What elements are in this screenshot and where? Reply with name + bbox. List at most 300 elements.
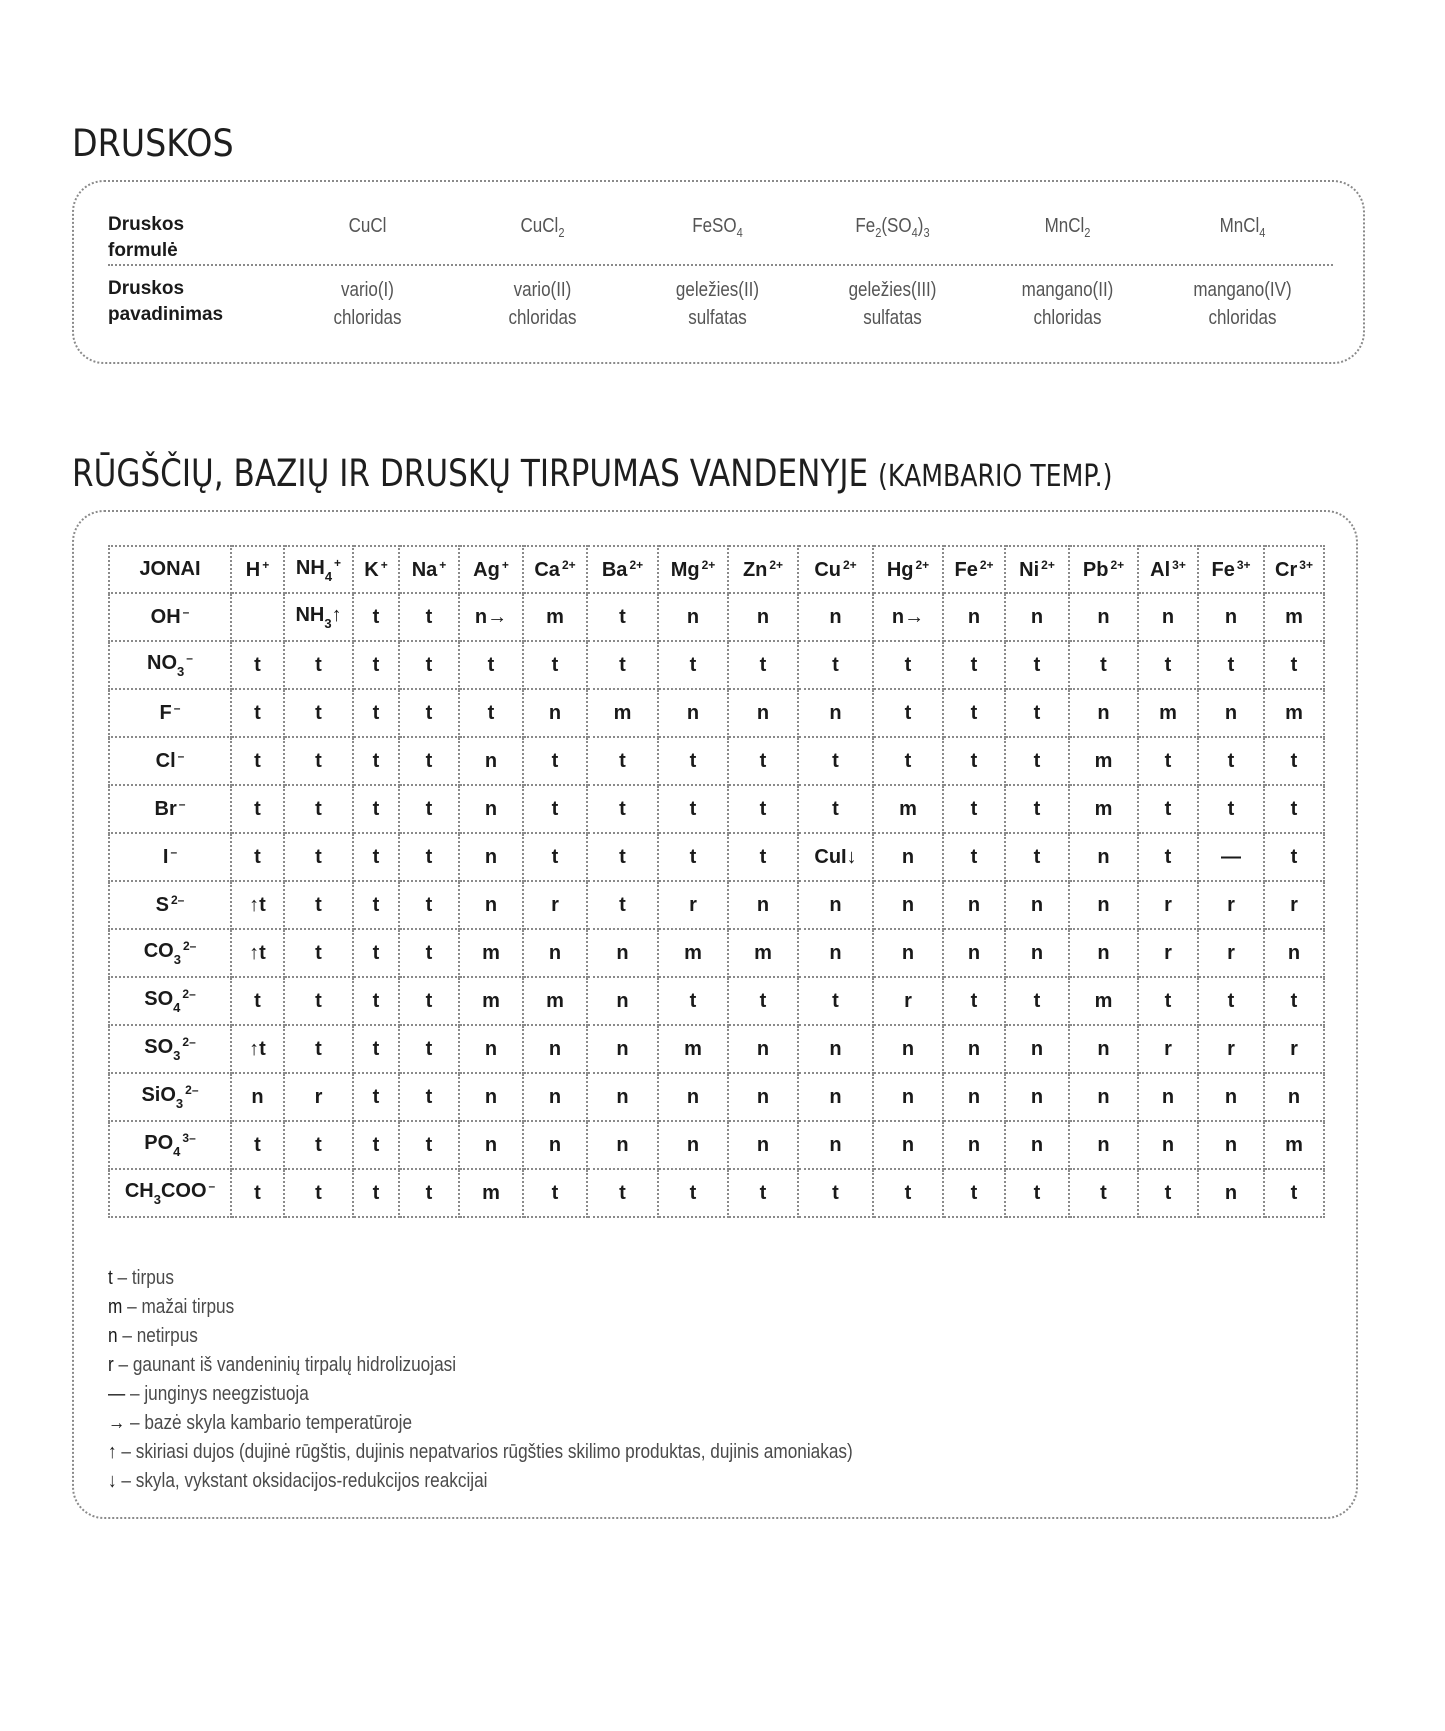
subscript: 4 <box>911 225 918 240</box>
charge: + <box>439 557 447 572</box>
solubility-cell: t <box>943 977 1005 1025</box>
solubility-cell: t <box>798 785 873 833</box>
salt-name-line: vario(II) <box>513 279 572 301</box>
legend-symbol: → <box>108 1412 126 1434</box>
charge: 2+ <box>842 557 857 572</box>
solubility-cell: n <box>943 1025 1005 1073</box>
solubility-cell: t <box>459 689 523 737</box>
legend-text: – mažai tirpus <box>122 1296 235 1318</box>
solubility-section-title <box>72 452 1112 495</box>
solubility-cell: t <box>231 1169 284 1217</box>
label-line: Druskos <box>108 278 185 299</box>
anion-label: SiO$_3^{2-}$ <box>109 1073 231 1121</box>
solubility-cell: t <box>1005 641 1069 689</box>
anion-label: $CH_3COO$ – <box>109 1169 231 1217</box>
legend-item <box>108 1264 853 1293</box>
solubility-cell: t <box>284 641 353 689</box>
salts-name-row <box>108 266 1333 332</box>
salt-name-line: geležies(II) <box>675 279 760 301</box>
charge: – <box>182 605 190 619</box>
charge: – <box>170 845 178 859</box>
cation-header: Mg $^{2+}$ <box>658 546 728 593</box>
solubility-cell: n <box>1069 689 1138 737</box>
solubility-cell: t <box>943 1169 1005 1217</box>
subscript: 4 <box>1259 225 1266 240</box>
legend-symbol: n <box>108 1325 118 1347</box>
salt-name-line: mangano(IV) <box>1193 279 1292 301</box>
salt-name-line: sulfatas <box>863 307 922 329</box>
table-row <box>109 977 1324 1025</box>
solubility-cell: n <box>587 929 658 977</box>
solubility-cell <box>231 593 284 641</box>
solubility-cell: t <box>399 977 459 1025</box>
solubility-cell: n <box>658 689 728 737</box>
solubility-cell: n <box>873 1025 943 1073</box>
solubility-cell: t <box>1264 1169 1324 1217</box>
table-row <box>109 737 1324 785</box>
solubility-cell: r <box>1264 881 1324 929</box>
solubility-cell: t <box>943 785 1005 833</box>
charge: 2+ <box>979 557 994 572</box>
solubility-cell: n→ <box>873 593 943 641</box>
salt-formula: FeSO$_4$ <box>692 215 743 240</box>
solubility-cell: t <box>587 833 658 881</box>
legend-text: – junginys neegzistuoja <box>125 1383 309 1405</box>
cation-header: Na + <box>399 546 459 593</box>
solubility-cell: t <box>284 929 353 977</box>
solubility-cell: t <box>798 641 873 689</box>
cation-header: H + <box>231 546 284 593</box>
salt-name <box>643 276 792 332</box>
solubility-cell: t <box>728 977 798 1025</box>
solubility-cell: t <box>658 737 728 785</box>
solubility-cell: n <box>1138 1073 1198 1121</box>
solubility-cell: t <box>587 593 658 641</box>
formula-row-label <box>108 212 280 264</box>
salts-section-title: DRUSKOS <box>72 122 234 165</box>
table-row <box>109 689 1324 737</box>
solubility-cell: m <box>1069 737 1138 785</box>
solubility-cell: n <box>798 689 873 737</box>
solubility-cell: n <box>1138 1121 1198 1169</box>
table-row <box>109 1169 1324 1217</box>
solubility-cell: n→ <box>459 593 523 641</box>
solubility-cell: n <box>1069 833 1138 881</box>
subscript: 3 <box>173 1048 181 1063</box>
solubility-cell: n <box>1005 1073 1069 1121</box>
salt-formula: $Fe_2(SO_4)_3$ <box>855 215 930 240</box>
title-main: RŪGŠČIŲ, BAZIŲ IR DRUSKŲ TIRPUMAS VANDENYJE <box>72 452 869 495</box>
solubility-cell: t <box>873 737 943 785</box>
table-row <box>109 1121 1324 1169</box>
cation-header: Cr $^{3+}$ <box>1264 546 1324 593</box>
solubility-cell: t <box>587 785 658 833</box>
solubility-cell: t <box>1005 785 1069 833</box>
legend-symbol: r <box>108 1354 114 1376</box>
legend-item <box>108 1438 853 1467</box>
solubility-cell: t <box>943 737 1005 785</box>
solubility-cell: t <box>353 737 399 785</box>
solubility-cell: t <box>798 977 873 1025</box>
salt-formula: MnCl$_4$ <box>1219 215 1266 240</box>
solubility-cell: n <box>798 929 873 977</box>
solubility-cell: n <box>459 1073 523 1121</box>
subscript: 4 <box>324 568 333 584</box>
solubility-cell: t <box>523 785 587 833</box>
solubility-cell: t <box>1264 737 1324 785</box>
legend-text: – skyla, vykstant oksidacijos-redukcijos reakcijai <box>116 1470 488 1492</box>
salt-name-line: chloridas <box>508 307 577 329</box>
solubility-cell: t <box>399 929 459 977</box>
cation-header: Pb $^{2+}$ <box>1069 546 1138 593</box>
anion-label: $SO_4^{2-}$ <box>109 977 231 1025</box>
solubility-cell: r <box>1198 1025 1264 1073</box>
solubility-cell: n <box>943 881 1005 929</box>
solubility-cell: t <box>1069 641 1138 689</box>
solubility-cell: t <box>399 1025 459 1073</box>
solubility-cell: n <box>943 593 1005 641</box>
charge: 2+ <box>701 557 716 572</box>
solubility-cell: n <box>873 929 943 977</box>
subscript: 2 <box>1084 225 1091 240</box>
solubility-cell: t <box>523 737 587 785</box>
cation-header: Hg $^{2+}$ <box>873 546 943 593</box>
solubility-cell: t <box>943 689 1005 737</box>
salt-name-line: chloridas <box>1033 307 1102 329</box>
cation-header: Ba $^{2+}$ <box>587 546 658 593</box>
solubility-cell: m <box>658 1025 728 1073</box>
charge: 2– <box>185 1083 199 1097</box>
solubility-cell: r <box>1138 1025 1198 1073</box>
subscript: 4 <box>173 1000 181 1015</box>
solubility-cell: t <box>873 689 943 737</box>
solubility-cell: n <box>873 881 943 929</box>
solubility-cell: ↑t <box>231 929 284 977</box>
charge: 2+ <box>629 557 644 572</box>
anion-label: $PO_4^{3-}$ <box>109 1121 231 1169</box>
solubility-table <box>108 545 1325 1218</box>
solubility-cell: m <box>1069 977 1138 1025</box>
solubility-cell: n <box>587 1073 658 1121</box>
solubility-cell: t <box>587 641 658 689</box>
subscript: 3 <box>923 225 930 240</box>
solubility-cell: t <box>1138 977 1198 1025</box>
solubility-cell: t <box>658 1169 728 1217</box>
subscript: 4 <box>173 1144 181 1159</box>
solubility-cell: t <box>1005 1169 1069 1217</box>
legend-text: – skiriasi dujos (dujinė rūgštis, dujinis nepatvarios rūgšties skilimo produktas, dujinis amoniakas) <box>116 1441 853 1463</box>
charge: 2– <box>170 893 185 907</box>
solubility-cell: t <box>523 1169 587 1217</box>
solubility-cell: t <box>399 785 459 833</box>
table-row <box>109 593 1324 641</box>
cation-header: Ca $^{2+}$ <box>523 546 587 593</box>
solubility-cell: r <box>1138 881 1198 929</box>
legend-item <box>108 1380 853 1409</box>
legend-symbol: ↓ <box>108 1470 117 1492</box>
solubility-cell: n <box>1005 881 1069 929</box>
table-row <box>109 1025 1324 1073</box>
solubility-cell: m <box>587 689 658 737</box>
charge: 3+ <box>1236 557 1251 572</box>
solubility-cell: n <box>943 1121 1005 1169</box>
solubility-cell: t <box>231 977 284 1025</box>
legend-item <box>108 1409 853 1438</box>
charge: 3+ <box>1172 557 1186 572</box>
solubility-cell: t <box>728 737 798 785</box>
solubility-cell: n <box>798 1121 873 1169</box>
charge: – <box>178 797 186 811</box>
solubility-cell: r <box>658 881 728 929</box>
charge: + <box>501 557 509 572</box>
solubility-cell: t <box>798 1169 873 1217</box>
subscript: 3 <box>177 664 185 679</box>
salt-name-line: vario(I) <box>341 279 394 301</box>
solubility-cell: t <box>284 881 353 929</box>
solubility-cell: t <box>1069 1169 1138 1217</box>
solubility-cell: t <box>873 1169 943 1217</box>
cation-header: Fe $^{3+}$ <box>1198 546 1264 593</box>
charge: – <box>208 1179 216 1193</box>
solubility-cell: — <box>1198 833 1264 881</box>
solubility-cell: t <box>284 833 353 881</box>
charge: 2+ <box>561 557 576 572</box>
anion-label: $NO_3^-$ <box>109 641 231 689</box>
solubility-cell: t <box>1138 1169 1198 1217</box>
salt-name <box>1168 276 1317 332</box>
solubility-cell: t <box>353 785 399 833</box>
solubility-cell: n <box>798 1025 873 1073</box>
solubility-cell: r <box>284 1073 353 1121</box>
solubility-cell: n <box>587 1025 658 1073</box>
charge: 2+ <box>1110 557 1125 572</box>
solubility-cell: r <box>1198 929 1264 977</box>
legend-item <box>108 1351 853 1380</box>
anion-label: I – <box>109 833 231 881</box>
solubility-cell: t <box>231 641 284 689</box>
legend-symbol: ↑ <box>108 1441 117 1463</box>
label-line: pavadinimas <box>108 304 224 325</box>
salt-name-line: chloridas <box>1208 307 1277 329</box>
solubility-cell: t <box>1005 737 1069 785</box>
solubility-cell: r <box>1198 881 1264 929</box>
cation-header: Fe $^{2+}$ <box>943 546 1005 593</box>
solubility-cell: t <box>1138 641 1198 689</box>
salt-formula: MnCl$_2$ <box>1044 215 1091 240</box>
solubility-cell: t <box>353 1169 399 1217</box>
solubility-cell: n <box>459 881 523 929</box>
subscript: 3 <box>173 952 181 967</box>
solubility-cell: r <box>1264 1025 1324 1073</box>
solubility-cell: t <box>523 641 587 689</box>
solubility-cell: t <box>399 1169 459 1217</box>
charge: + <box>380 557 388 572</box>
solubility-cell: n <box>231 1073 284 1121</box>
salts-table <box>108 212 1333 332</box>
legend-item <box>108 1293 853 1322</box>
solubility-cell: m <box>459 1169 523 1217</box>
solubility-cell: n <box>1198 1169 1264 1217</box>
cation-header: Al $^{3+}$ <box>1138 546 1198 593</box>
legend-text: – gaunant iš vandeninių tirpalų hidrolizuojasi <box>113 1354 457 1376</box>
corner-label: JONAI <box>109 546 231 593</box>
solubility-cell: t <box>353 929 399 977</box>
solubility-cell: t <box>1005 833 1069 881</box>
solubility-cell: n <box>873 833 943 881</box>
subscript: 3 <box>324 615 332 631</box>
salts-formula-row <box>108 212 1333 266</box>
solubility-cell: n <box>459 737 523 785</box>
solubility-cell: n <box>1069 593 1138 641</box>
solubility-cell: n <box>523 689 587 737</box>
solubility-cell: n <box>1005 929 1069 977</box>
solubility-cell: t <box>284 1169 353 1217</box>
anion-label: OH – <box>109 593 231 641</box>
solubility-cell: r <box>523 881 587 929</box>
solubility-cell: t <box>231 833 284 881</box>
charge: – <box>177 749 185 763</box>
legend-symbol: m <box>108 1296 123 1318</box>
table-row <box>109 881 1324 929</box>
charge: 2+ <box>769 557 784 572</box>
solubility-cell: t <box>231 785 284 833</box>
label-line: formulė <box>108 240 178 261</box>
solubility-cell: $NH_3↑$ <box>284 593 353 641</box>
solubility-cell: m <box>873 785 943 833</box>
legend-text: – bazė skyla kambario temperatūroje <box>125 1412 413 1434</box>
solubility-cell: t <box>1198 977 1264 1025</box>
solubility-cell: n <box>728 1073 798 1121</box>
solubility-cell: t <box>1138 833 1198 881</box>
solubility-cell: t <box>1138 785 1198 833</box>
subscript: 2 <box>875 225 882 240</box>
legend-item <box>108 1322 853 1351</box>
salt-name <box>818 276 967 332</box>
solubility-cell: n <box>798 1073 873 1121</box>
charge: 2– <box>182 939 197 953</box>
charge: 2+ <box>1041 557 1055 572</box>
solubility-cell: t <box>284 737 353 785</box>
solubility-cell: t <box>1264 641 1324 689</box>
solubility-cell: t <box>353 881 399 929</box>
solubility-cell: n <box>1069 1025 1138 1073</box>
solubility-cell: t <box>284 1025 353 1073</box>
solubility-cell: t <box>459 641 523 689</box>
solubility-cell: t <box>231 1121 284 1169</box>
salt-name <box>293 276 442 332</box>
solubility-cell: t <box>353 641 399 689</box>
solubility-cell: n <box>1005 1025 1069 1073</box>
table-row <box>109 929 1324 977</box>
table-row <box>109 833 1324 881</box>
salt-name-line: geležies(III) <box>848 279 937 301</box>
salt-name <box>993 276 1142 332</box>
solubility-cell: t <box>353 833 399 881</box>
solubility-cell: ↑t <box>231 881 284 929</box>
solubility-cell: t <box>399 641 459 689</box>
solubility-cell: t <box>399 689 459 737</box>
solubility-cell: t <box>658 641 728 689</box>
subscript: 3 <box>175 1096 184 1111</box>
cation-header: Zn $^{2+}$ <box>728 546 798 593</box>
solubility-cell: t <box>658 833 728 881</box>
solubility-cell: t <box>231 737 284 785</box>
solubility-cell: t <box>284 977 353 1025</box>
solubility-cell: t <box>399 737 459 785</box>
solubility-cell: n <box>658 1121 728 1169</box>
solubility-cell: n <box>1198 593 1264 641</box>
header-row <box>109 546 1324 593</box>
solubility-cell: t <box>1198 785 1264 833</box>
charge: + <box>262 557 270 572</box>
solubility-cell: n <box>459 785 523 833</box>
solubility-cell: n <box>728 593 798 641</box>
solubility-cell: n <box>1264 1073 1324 1121</box>
solubility-cell: n <box>587 1121 658 1169</box>
solubility-cell: n <box>798 881 873 929</box>
solubility-cell: t <box>1264 785 1324 833</box>
solubility-cell: t <box>353 1121 399 1169</box>
legend-symbol: t <box>108 1267 113 1289</box>
solubility-cell: r <box>1138 929 1198 977</box>
anion-label: $SO_3^{2-}$ <box>109 1025 231 1073</box>
solubility-cell: t <box>353 977 399 1025</box>
solubility-cell: m <box>1264 1121 1324 1169</box>
solubility-cell: t <box>284 689 353 737</box>
salt-formula: CuCl$_2$ <box>520 215 565 240</box>
solubility-cell: t <box>1264 977 1324 1025</box>
solubility-cell: n <box>873 1073 943 1121</box>
legend-text: – netirpus <box>117 1325 198 1347</box>
anion-label: S $^{2-}$ <box>109 881 231 929</box>
solubility-cell: n <box>728 1025 798 1073</box>
cation-header: $NH_4^+$ <box>284 546 353 593</box>
solubility-cell: n <box>943 1073 1005 1121</box>
name-row-label <box>108 276 280 328</box>
charge: – <box>173 701 181 715</box>
table-row <box>109 641 1324 689</box>
solubility-cell: t <box>943 641 1005 689</box>
solubility-cell: n <box>459 1025 523 1073</box>
solubility-cell: m <box>459 977 523 1025</box>
solubility-cell: t <box>284 785 353 833</box>
solubility-cell: n <box>1138 593 1198 641</box>
solubility-cell: t <box>1264 833 1324 881</box>
solubility-cell: n <box>1264 929 1324 977</box>
legend-symbol: — <box>108 1383 126 1405</box>
solubility-cell: ↑t <box>231 1025 284 1073</box>
solubility-cell: t <box>1138 737 1198 785</box>
solubility-cell: t <box>399 1121 459 1169</box>
solubility-cell: t <box>728 833 798 881</box>
charge: + <box>334 555 342 570</box>
solubility-cell: t <box>1005 689 1069 737</box>
solubility-cell: t <box>728 785 798 833</box>
cation-header: Ag + <box>459 546 523 593</box>
solubility-cell: m <box>459 929 523 977</box>
solubility-cell: m <box>523 593 587 641</box>
legend-item <box>108 1467 853 1496</box>
solubility-cell: t <box>587 1169 658 1217</box>
solubility-cell: t <box>728 641 798 689</box>
solubility-cell: t <box>1198 641 1264 689</box>
solubility-cell: n <box>523 1121 587 1169</box>
cation-header: K + <box>353 546 399 593</box>
legend <box>108 1264 974 1496</box>
solubility-cell: t <box>284 1121 353 1169</box>
solubility-cell: t <box>399 593 459 641</box>
solubility-cell: t <box>353 1025 399 1073</box>
